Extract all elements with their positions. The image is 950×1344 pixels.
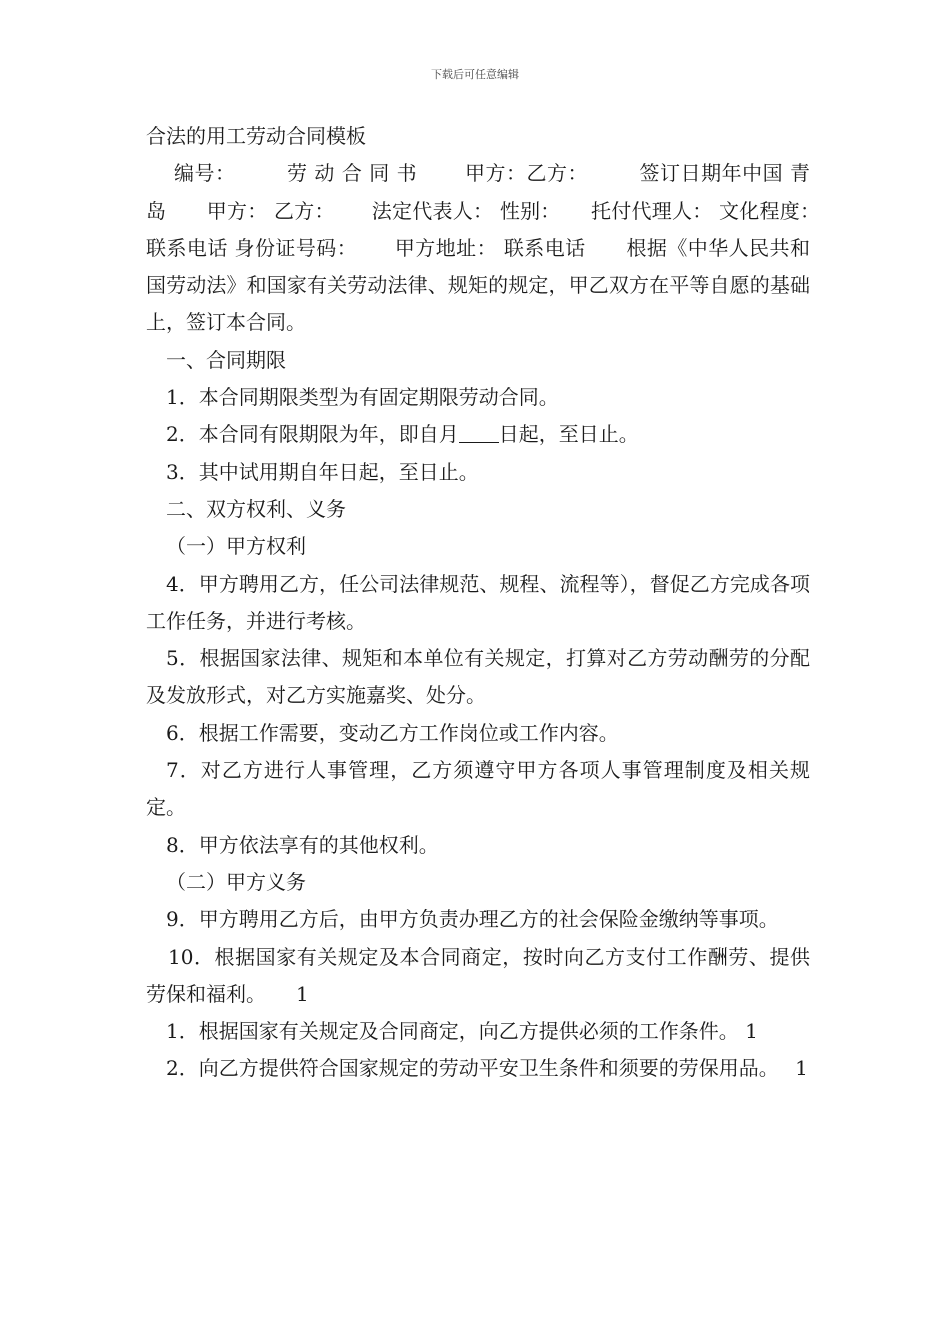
blank-underline — [459, 422, 499, 443]
page-header: 下载后可任意编辑 — [431, 68, 519, 81]
clause: 6．根据工作需要，变动乙方工作岗位或工作内容。 — [166, 720, 619, 745]
clause: 1．本合同期限类型为有固定期限劳动合同。 — [166, 385, 559, 410]
subsection-heading: （二）甲方义务 — [166, 869, 306, 894]
clause: 8．甲方依法享有的其他权利。 — [166, 832, 439, 857]
subsection-heading: （一）甲方权利 — [166, 534, 306, 559]
clause-text: 2．本合同有限期限为年，即自月 — [166, 422, 459, 447]
clause: 9．甲方聘用乙方后，由甲方负责办理乙方的社会保险金缴纳等事项。 — [166, 907, 779, 932]
clause-text: 日起，至日止。 — [498, 422, 639, 447]
section-heading: 一、合同期限 — [166, 347, 286, 372]
section-heading: 二、双方权利、义务 — [166, 496, 346, 521]
clause: 4．甲方聘用乙方，任公司法律规范、规程、流程等），督促乙方完成各项工作任务，并进行考核。 — [146, 571, 810, 633]
clause: 1．根据国家有关规定及合同商定，向乙方提供必须的工作条件。 1 — [166, 1019, 758, 1044]
clause: 7．对乙方进行人事管理，乙方须遵守甲方各项人事管理制度及相关规定。 — [146, 758, 810, 820]
clause: 3．其中试用期自年日起，至日止。 — [166, 459, 479, 484]
document-body — [146, 118, 857, 1088]
clause: 10．根据国家有关规定及本合同商定，按时向乙方支付工作酬劳、提供劳保和福利。 1 — [146, 944, 810, 1006]
clause: 2．向乙方提供符合国家规定的劳动平安卫生条件和须要的劳保用品。 1 — [166, 1056, 808, 1081]
doc-title: 合法的用工劳动合同模板 — [146, 124, 366, 148]
clause: 5．根据国家法律、规矩和本单位有关规定，打算对乙方劳动酬劳的分配及发放形式，对乙方实施嘉奖、处分。 — [146, 646, 810, 708]
intro-paragraph: 编号： 劳 动 合 同 书 甲方：乙方： 签订日期年中国 青岛 甲方： 乙方： 法定代表人： 性别： 托付代理人： 文化程度： 联系电话 身份证号码： 甲方地址： 联系电话 根据《中华人民共和国劳动法》和国家有关劳动法律、规矩的规定，甲乙双方在平等自愿的基础上，签订本合同。 — [146, 161, 857, 335]
clause — [146, 416, 810, 453]
